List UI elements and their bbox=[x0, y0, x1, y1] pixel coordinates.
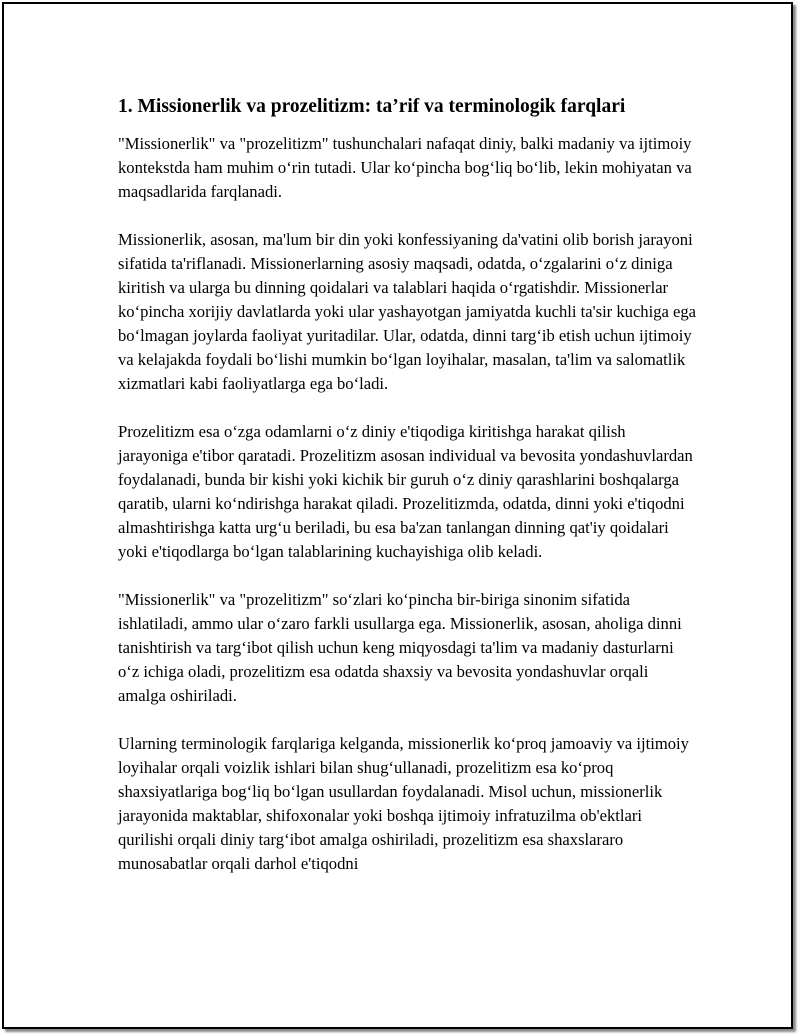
paragraph-terminologik-farqlar: Ularning terminologik farqlariga kelganda, missionerlik ko‘proq jamoaviy va ijtimoiy loyihalar orqali voizlik ishlari bilan shug‘ullanadi, prozelitizm esa ko‘proq shaxsiyatlariga bog‘liq bo‘lgan usullardan foydalanadi. Misol uchun, missionerlik jarayonida maktablar, shifoxonalar yoki boshqa ijtimoiy infratuzilma ob'ektlari qurilishi orqali diniy targ‘ibot amalga oshiriladi, prozelitizm esa shaxslararo munosabatlar orqali darhol e'tiqodni bbox=[118, 734, 689, 873]
paragraph-missionerlik: Missionerlik, asosan, ma'lum bir din yoki konfessiyaning da'vatini olib borish jarayoni sifatida ta'riflanadi. Missionerlarning asosiy maqsadi, odatda, o‘zgalarini o‘z diniga kiritish va ularga bu dinning qoidalari va talablari haqida o‘rgatishdir. Missionerlar ko‘pincha xorijiy davlatlarda yoki ular yashayotgan jamiyatda kuchli ta'sir kuchiga ega bo‘lmagan joylarda faoliyat yuritadilar. Ular, odatda, dinni targ‘ib etish uchun ijtimoiy va kelajakda foydali bo‘lishi mumkin bo‘lgan loyihalar, masalan, ta'lim va salomatlik xizmatlari kabi faoliyatlarga ega bo‘ladi. bbox=[118, 230, 697, 393]
paragraph-prozelitizm: Prozelitizm esa o‘zga odamlarni o‘z diniy e'tiqodiga kiritishga harakat qilish jarayoniga e'tibor qaratadi. Prozelitizm asosan individual va bevosita yondashuvlardan foydalanadi, bunda bir kishi yoki kichik bir guruh o‘z diniy qarashlarini boshqalarga qaratib, ularni ko‘ndirishga harakat qiladi. Prozelitizmda, odatda, dinni yoki e'tiqodni almashtirishga katta urg‘u beriladi, bu esa ba'zan tanlangan dinning qat'iy qoidalari yoki e'tiqodlarga bo‘lgan talablarining kuchayishiga olib keladi. bbox=[118, 422, 693, 561]
document-body bbox=[118, 94, 698, 900]
paragraph-intro: "Missionerlik" va "prozelitizm" tushunchalari nafaqat diniy, balki madaniy va ijtimoiy kontekstda ham muhim o‘rin tutadi. Ular ko‘pincha bog‘liq bo‘lib, lekin mohiyatan va maqsadlarida farqlanadi. bbox=[118, 134, 692, 201]
section-heading: 1. Missionerlik va prozelitizm: ta’rif va terminologik farqlari bbox=[118, 96, 626, 117]
paragraph-sinonim: "Missionerlik" va "prozelitizm" so‘zlari ko‘pincha bir-biriga sinonim sifatida ishlatiladi, ammo ular o‘zaro farkli usullarga ega. Missionerlik, asosan, aholiga dinni tanishtirish va targ‘ibot qilish uchun keng miqyosdagi ta'lim va madaniy dasturlarni o‘z ichiga oladi, prozelitizm esa odatda shaxsiy va bevosita yondashuvlar orqali amalga oshiriladi. bbox=[118, 590, 682, 705]
